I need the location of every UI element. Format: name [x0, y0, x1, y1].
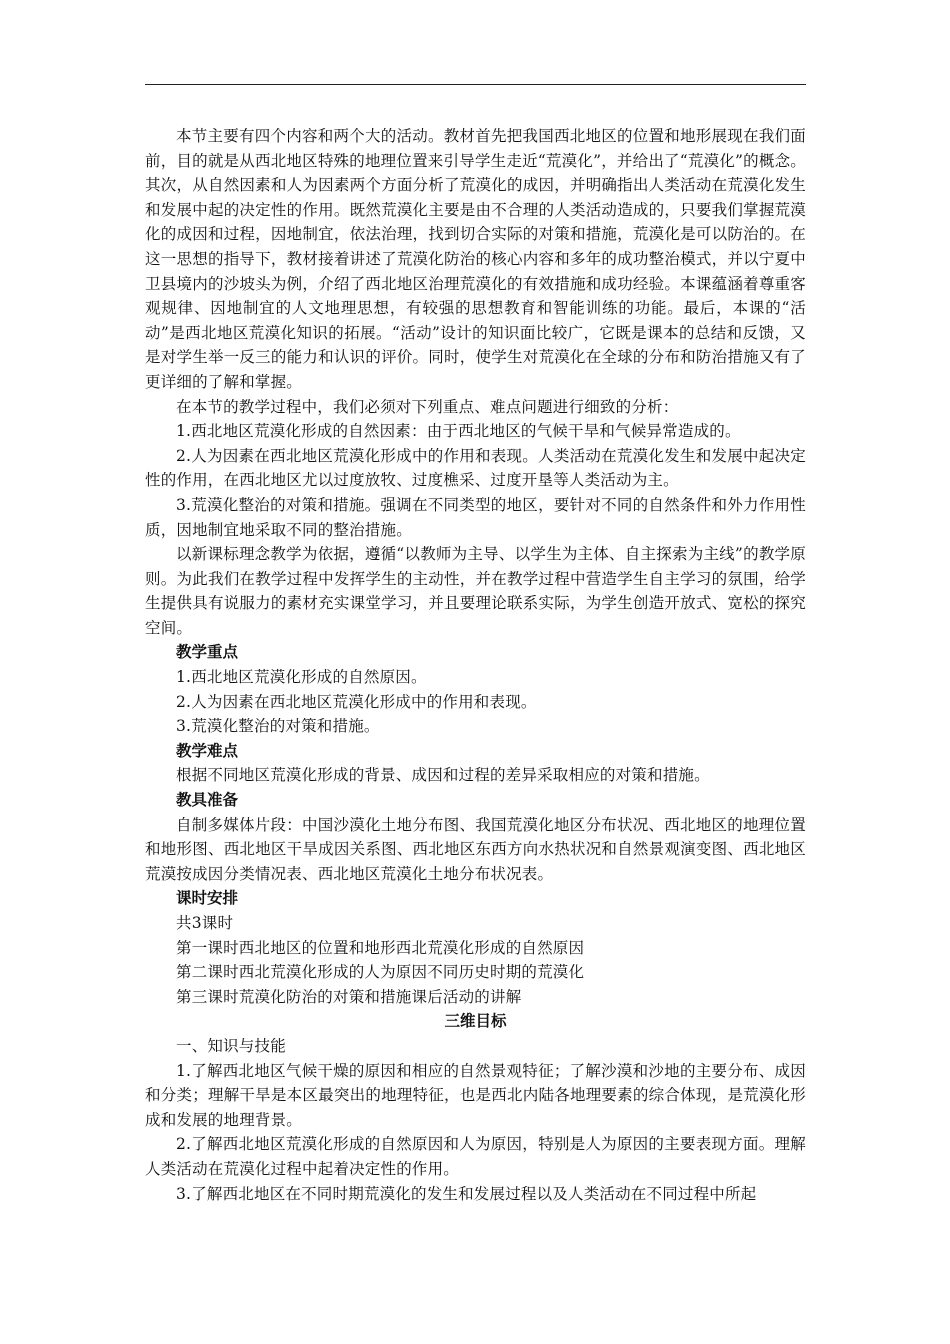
- analysis-item-3: 3.荒漠化整治的对策和措施。强调在不同类型的地区，要针对不同的自然条件和外力作用性质，因地制宜地采取不同的整治措施。: [145, 495, 806, 539]
- objectives-subheading: 一、知识与技能: [176, 1036, 286, 1055]
- schedule-lesson-2: 第二课时西北荒漠化形成的人为原因不同历史时期的荒漠化: [176, 963, 585, 982]
- teaching-aids-text: 自制多媒体片段：中国沙漠化土地分布图、我国荒漠化地区分布状况、西北地区的地理位置和地形图、西北地区干旱成因关系图、西北地区东西方向水热状况和自然景观演变图、西北地区荒漠按成因分类情况表、西北地区荒漠化土地分布状况表。: [145, 815, 806, 883]
- schedule-total: 共3课时: [176, 914, 234, 932]
- schedule-lesson-1: 第一课时西北地区的位置和地形西北荒漠化形成的自然原因: [176, 938, 585, 957]
- analysis-item-2: 2.人为因素在西北地区荒漠化形成中的作用和表现。人类活动在荒漠化发生和发展中起决定性的作用，在西北地区尤以过度放牧、过度樵采、过度开垦等人类活动为主。: [145, 446, 806, 490]
- intro-paragraph: 本节主要有四个内容和两个大的活动。教材首先把我国西北地区的位置和地形展现在我们面前，目的就是从西北地区特殊的地理位置来引导学生走近“荒漠化”，并给出了“荒漠化”的概念。其次，从自然因素和人为因素两个方面分析了荒漠化的成因，并明确指出人类活动在荒漠化发生和发展中起的决定性的作用。既然荒漠化主要是由不合理的人类活动造成的，只要我们掌握荒漠化的成因和过程，因地制宜，依法治理，找到切合实际的对策和措施，荒漠化是可以防治的。在这一思想的指导下，教材接着讲述了荒漠化防治的核心内容和多年的成功整治模式，并以宁夏中卫县境内的沙坡头为例，介绍了西北地区治理荒漠化的有效措施和成功经验。本课蕴涵着尊重客观规律、因地制宜的人文地理思想，有较强的思想教育和智能训练的功能。最后，本课的“活动”是西北地区荒漠化知识的拓展。“活动”设计的知识面比较广，它既是课本的总结和反馈，又是对学生举一反三的能力和认识的评价。同时，使学生对荒漠化在全球的分布和防治措施又有了更详细的了解和掌握。: [145, 127, 806, 391]
- section-heading-objectives: 三维目标: [444, 1012, 507, 1031]
- teaching-principle-paragraph: 以新课标理念教学为依据，遵循“以教师为主导、以学生为主体、自主探索为主线”的教学原则。为此我们在教学过程中发挥学生的主动性，并在教学过程中营造学生自主学习的氛围，给学生提供具有说服力的素材充实课堂学习，并且要理论联系实际，为学生创造开放式、宽松的探究空间。: [145, 545, 806, 637]
- difficulty-text: 根据不同地区荒漠化形成的背景、成因和过程的差异采取相应的对策和措施。: [176, 766, 710, 785]
- schedule-lesson-3: 第三课时荒漠化防治的对策和措施课后活动的讲解: [176, 987, 522, 1006]
- section-heading-teaching-aids: 教具准备: [176, 791, 239, 810]
- objective-2: 2.了解西北地区荒漠化形成的自然原因和人为原因，特别是人为原因的主要表现方面。理解人类活动在荒漠化过程中起着决定性的作用。: [145, 1135, 806, 1178]
- section-heading-key-points: 教学重点: [176, 643, 239, 662]
- objective-1: 1.了解西北地区气候干燥的原因和相应的自然景观特征；了解沙漠和沙地的主要分布、成因和分类；理解干旱是本区最突出的地理特征，也是西北内陆各地理要素的综合体现，是荒漠化形成和发展的地理背景。: [145, 1061, 806, 1129]
- section-heading-difficulties: 教学难点: [176, 741, 239, 760]
- key-point-3: 3.荒漠化整治的对策和措施。: [176, 717, 380, 736]
- analysis-item-1: 1.西北地区荒漠化形成的自然因素：由于西北地区的气候干旱和气候异常造成的。: [176, 422, 741, 441]
- key-point-2: 2.人为因素在西北地区荒漠化形成中的作用和表现。: [176, 692, 537, 711]
- analysis-intro: 在本节的教学过程中，我们必须对下列重点、难点问题进行细致的分析：: [176, 397, 679, 416]
- document-body: [145, 124, 806, 1206]
- header-rule: [145, 84, 806, 85]
- objective-3: 3.了解西北地区在不同时期荒漠化的发生和发展过程以及人类活动在不同过程中所起: [176, 1184, 757, 1203]
- key-point-1: 1.西北地区荒漠化形成的自然原因。: [176, 668, 427, 687]
- section-heading-schedule: 课时安排: [176, 889, 239, 908]
